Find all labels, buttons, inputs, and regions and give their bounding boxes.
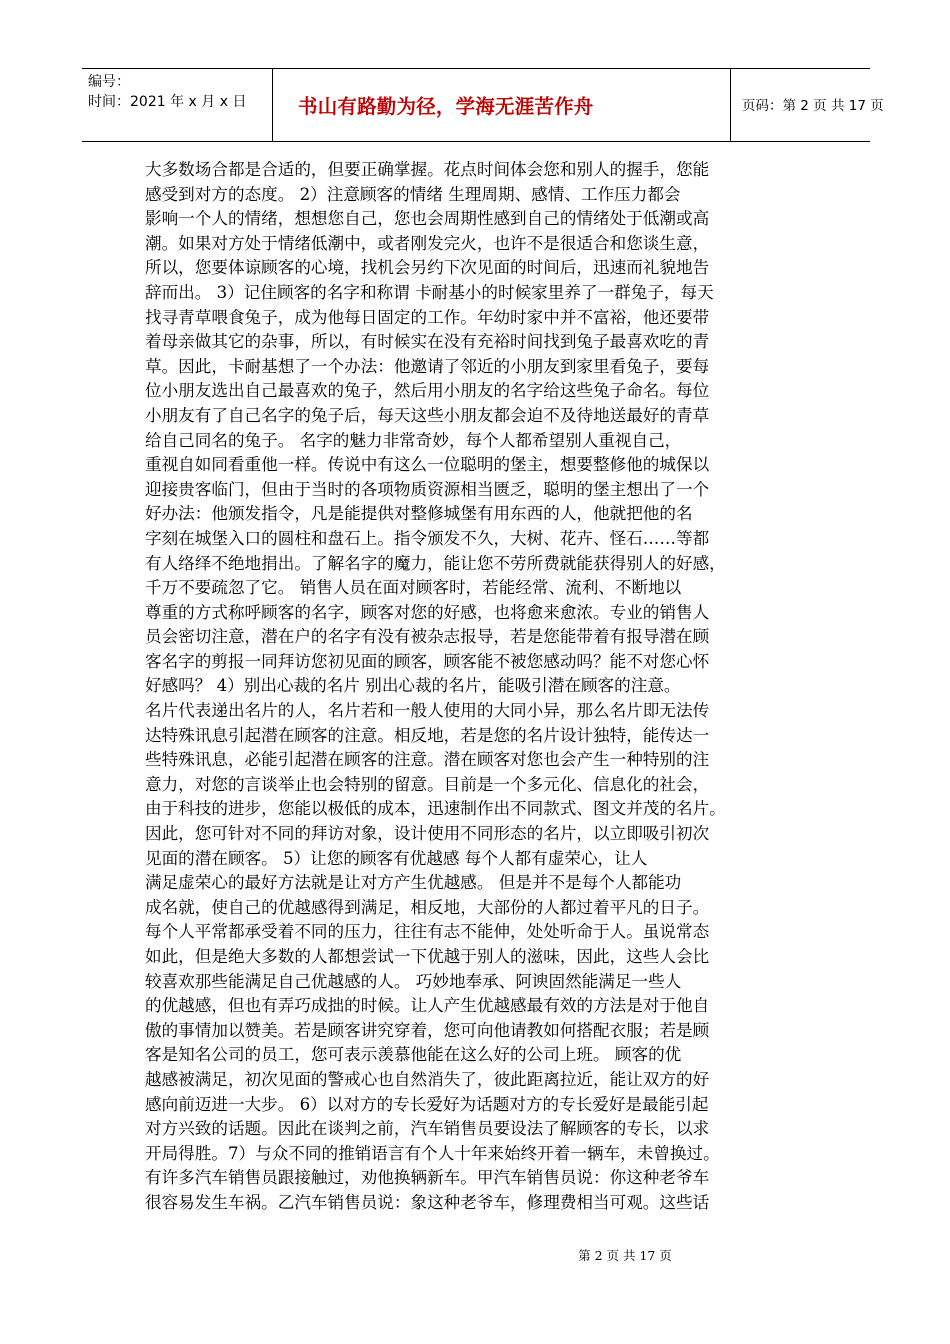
body-line: 着母亲做其它的杂事，所以，有时候实在没有充裕时间找到兔子最喜欢吃的青 bbox=[145, 332, 710, 352]
body-line: 草。因此，卡耐基想了一个办法：他邀请了邻近的小朋友到家里看兔子，要每 bbox=[145, 356, 710, 376]
body-line: 好感吗？ 4）别出心裁的名片 别出心裁的名片，能吸引潜在顾客的注意。 bbox=[145, 676, 681, 696]
body-line: 给自己同名的兔子。 名字的魅力非常奇妙，每个人都希望别人重视自己， bbox=[145, 430, 682, 450]
body-line: 潮。如果对方处于情绪低潮中，或者刚发完火，也许不是很适合和您谈生意， bbox=[145, 233, 710, 253]
header-info-cell bbox=[82, 69, 273, 141]
body-line: 感受到对方的态度。 2）注意顾客的情绪 生理周期、感情、工作压力都会 bbox=[145, 184, 681, 204]
document-body bbox=[145, 158, 825, 1216]
page-footer bbox=[0, 1246, 950, 1264]
header-page-number: 页码：第 2 页 共 17 页 bbox=[742, 98, 884, 114]
body-line: 客是知名公司的员工，您可表示羡慕他能在这么好的公司上班。 顾客的优 bbox=[145, 1045, 682, 1065]
body-line: 些特殊讯息，必能引起潜在顾客的注意。潜在顾客对您也会产生一种特别的注 bbox=[145, 750, 710, 770]
body-line: 的优越感，但也有弄巧成拙的时候。让人产生优越感最有效的方法是对于他自 bbox=[145, 996, 710, 1016]
body-line: 有许多汽车销售员跟接触过，劝他换辆新车。甲汽车销售员说：你这种老爷车 bbox=[145, 1168, 710, 1188]
body-line: 傲的事情加以赞美。若是顾客讲究穿着，您可向他请教如何搭配衣服；若是顾 bbox=[145, 1020, 710, 1040]
body-line: 如此，但是绝大多数的人都想尝试一下优越于别人的滋味，因此，这些人会比 bbox=[145, 947, 710, 966]
body-line: 字刻在城堡入口的圆柱和盘石上。指令颁发不久，大树、花卉、怪石……等都 bbox=[145, 528, 710, 548]
body-line: 迎接贵客临门，但由于当时的各项物质资源相当匮乏，聪明的堡主想出了一个 bbox=[145, 479, 710, 499]
body-line: 位小朋友选出自己最喜欢的兔子，然后用小朋友的名字给这些兔子命名。每位 bbox=[145, 381, 710, 401]
body-line: 每个人平常都承受着不同的压力，往往有志不能伸，处处听命于人。虽说常态 bbox=[145, 922, 710, 942]
body-line: 名片代表递出名片的人，名片若和一般人使用的大同小异，那么名片即无法传 bbox=[145, 701, 710, 721]
page-header bbox=[82, 68, 884, 142]
body-line: 好办法：他颁发指令，凡是能提供对整修城堡有用东西的人，他就把他的名 bbox=[145, 504, 693, 524]
body-line: 辞而出。 3）记住顾客的名字和称谓 卡耐基小的时候家里养了一群兔子，每天 bbox=[145, 282, 714, 302]
body-line: 员会密切注意，潜在户的名字有没有被杂志报导，若是您能带着有报导潜在顾 bbox=[145, 627, 710, 647]
header-page-cell bbox=[730, 69, 884, 141]
body-line: 意力，对您的言谈举止也会特别的留意。目前是一个多元化、信息化的社会， bbox=[145, 774, 710, 794]
body-line: 有人络绎不绝地捐出。了解名字的魔力，能让您不劳所费就能获得别人的好感， bbox=[145, 553, 726, 573]
body-line: 客名字的剪报一同拜访您初见面的顾客，顾客能不被您感动吗？能不对您心怀 bbox=[145, 651, 710, 671]
body-line: 千万不要疏忽了它。 销售人员在面对顾客时，若能经常、流利、不断地以 bbox=[145, 578, 682, 598]
footer-page-number: 第 2 页 共 17 页 bbox=[578, 1248, 672, 1263]
body-line: 较喜欢那些能满足自己优越感的人。 巧妙地奉承、阿谀固然能满足一些人 bbox=[145, 971, 682, 991]
body-line: 很容易发生车祸。乙汽车销售员说：象这种老爷车，修理费相当可观。这些话 bbox=[145, 1192, 710, 1212]
document-number-label: 编号： bbox=[88, 74, 130, 90]
body-line: 成名就，使自己的优越感得到满足，相反地，大部份的人都过着平凡的日子。 bbox=[145, 897, 710, 917]
body-line: 找寻青草喂食兔子，成为他每日固定的工作。年幼时家中并不富裕，他还要带 bbox=[145, 307, 710, 327]
body-line: 达特殊讯息引起潜在顾客的注意。相反地，若是您的名片设计独特，能传达一 bbox=[145, 725, 710, 745]
body-line: 开局得胜。7）与众不同的推销语言有个人十年来始终开着一辆车，未曾换过。 bbox=[145, 1143, 720, 1163]
body-line: 尊重的方式称呼顾客的名字，顾客对您的好感，也将愈来愈浓。专业的销售人 bbox=[145, 602, 710, 622]
body-line: 见面的潜在顾客。 5）让您的顾客有优越感 每个人都有虚荣心，让人 bbox=[145, 848, 648, 868]
body-line: 大多数场合都是合适的，但要正确掌握。花点时间体会您和别人的握手，您能 bbox=[145, 160, 710, 179]
body-line: 感向前迈进一大步。 6）以对方的专长爱好为话题对方的专长爱好是最能引起 bbox=[145, 1094, 709, 1114]
body-line: 小朋友有了自己名字的兔子后，每天这些小朋友都会迫不及待地送最好的青草 bbox=[145, 405, 710, 425]
body-line: 影响一个人的情绪，想想您自己，您也会周期性感到自己的情绪处于低潮或高 bbox=[145, 209, 710, 229]
body-line: 满足虚荣心的最好方法就是让对方产生优越感。 但是并不是每个人都能功 bbox=[145, 873, 682, 893]
header-motto: 书山有路勤为径，学海无涯苦作舟 bbox=[298, 95, 594, 118]
header-motto-cell bbox=[272, 69, 731, 141]
document-time-label: 时间：2021 年 x 月 x 日 bbox=[88, 94, 247, 110]
body-line: 所以，您要体谅顾客的心境，找机会另约下次见面的时间后，迅速而礼貌地告 bbox=[145, 258, 710, 278]
body-line: 越感被满足，初次见面的警戒心也自然消失了，彼此距离拉近，能让双方的好 bbox=[145, 1069, 710, 1089]
body-line: 由于科技的进步，您能以极低的成本，迅速制作出不同款式、图文并茂的名片。 bbox=[145, 799, 726, 819]
body-line: 因此，您可针对不同的拜访对象，设计使用不同形态的名片，以立即吸引初次 bbox=[145, 824, 710, 844]
body-line: 对方兴致的话题。因此在谈判之前，汽车销售员要设法了解顾客的专长，以求 bbox=[145, 1119, 710, 1139]
body-line: 重视自如同看重他一样。传说中有这么一位聪明的堡主，想要整修他的城保以 bbox=[145, 455, 710, 475]
